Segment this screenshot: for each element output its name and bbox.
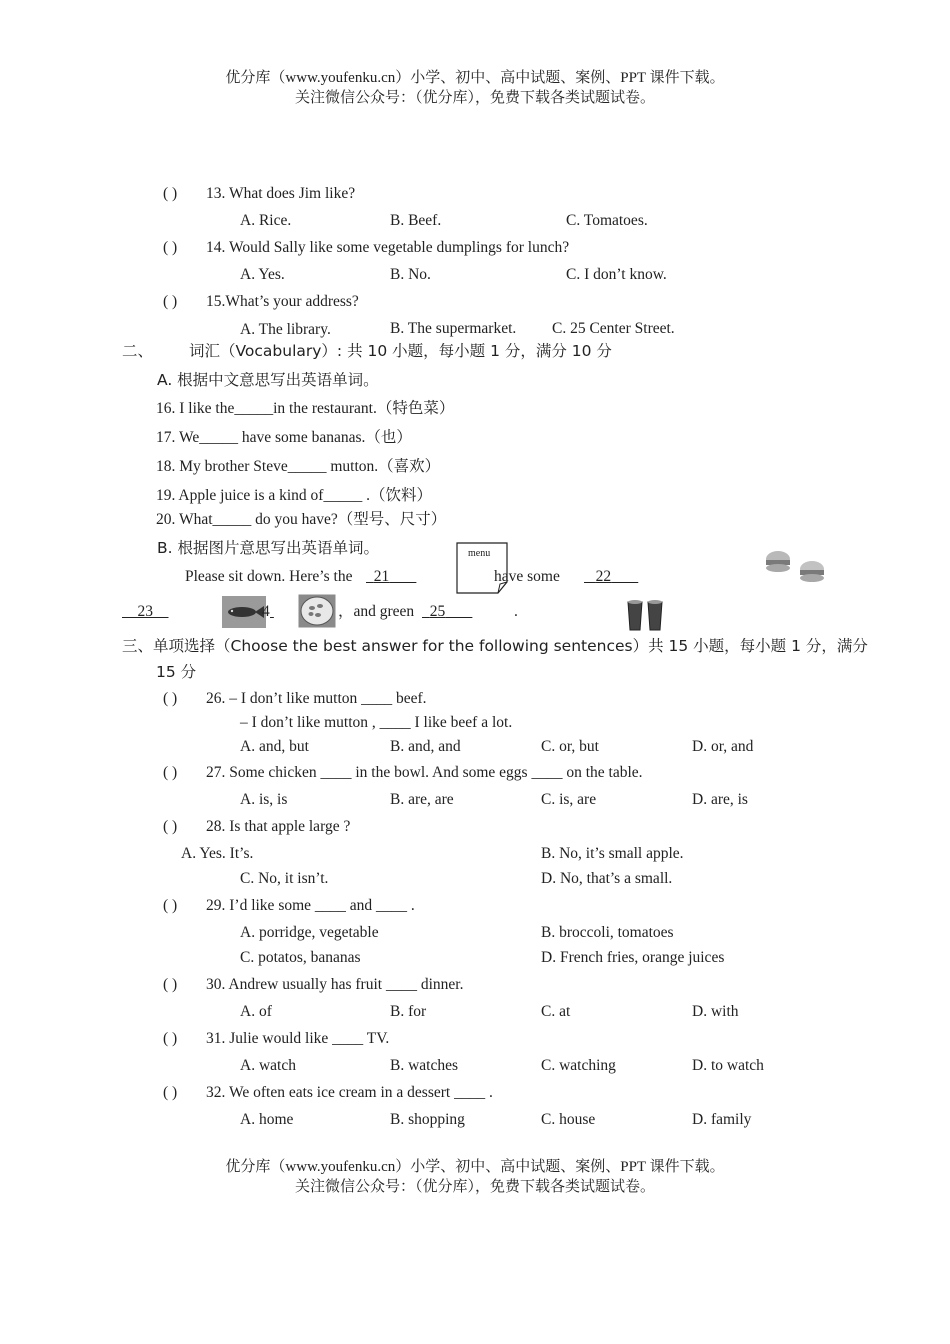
answer-bracket: ( )	[163, 1030, 178, 1047]
option-13-b: B. Beef.	[390, 212, 442, 229]
option-26-c: C. or, but	[541, 738, 599, 755]
blank-21-number: 21	[373, 568, 390, 585]
part-b-sentence-tail: ，and green	[338, 603, 415, 620]
option-32-a: A. home	[240, 1111, 294, 1128]
section-2-title: 词汇（Vocabulary）: 共 10 小题，每小题 1 分，满分 10 分	[189, 342, 612, 360]
question-30: 30. Andrew usually has fruit ____ dinner.	[206, 976, 464, 993]
answer-bracket: ( )	[163, 239, 178, 256]
answer-bracket: ( )	[163, 976, 178, 993]
plate-icon	[301, 597, 333, 625]
option-32-c: C. house	[541, 1111, 596, 1128]
option-15-c: C. 25 Center Street.	[552, 320, 675, 337]
drinks-picture	[624, 596, 670, 636]
hamburger-picture	[758, 543, 836, 587]
footer-line-2: 关注微信公众号：（优分库），免费下载各类试题试卷。	[294, 1179, 655, 1195]
option-28-a: A. Yes. It’s.	[181, 845, 254, 862]
blank-22-number: 22	[595, 568, 612, 585]
question-26-line-2: – I don’t like mutton , ____ I like beef a lot.	[240, 714, 513, 731]
option-15-a: A. The library.	[240, 321, 331, 338]
option-29-a: A. porridge, vegetable	[240, 924, 379, 941]
option-30-a: A. of	[240, 1003, 272, 1020]
answer-bracket: ( )	[163, 1084, 178, 1101]
option-28-c: C. No, it isn’t.	[240, 870, 329, 887]
answer-bracket: ( )	[163, 764, 178, 781]
answer-bracket: ( )	[163, 818, 178, 835]
answer-bracket: ( )	[163, 690, 178, 707]
part-b-sentence-start: Please sit down. Here’s the	[185, 568, 353, 585]
blank-24-number: 4	[262, 603, 270, 620]
question-31: 31. Julie would like ____ TV.	[206, 1030, 390, 1047]
option-30-c: C. at	[541, 1003, 571, 1020]
option-14-a: A. Yes.	[240, 266, 285, 283]
option-13-c: C. Tomatoes.	[566, 212, 648, 229]
section-3-title-cont: 15 分	[156, 663, 197, 681]
option-26-b: B. and, and	[390, 738, 461, 755]
question-13: 13. What does Jim like?	[206, 185, 356, 202]
part-b-sentence-end: .	[514, 603, 518, 620]
option-31-a: A. watch	[240, 1057, 296, 1074]
option-30-d: D. with	[692, 1003, 739, 1020]
question-32: 32. We often eats ice cream in a dessert ____ .	[206, 1084, 493, 1101]
option-29-d: D. French fries, orange juices	[541, 949, 725, 966]
header-line-1: 优分库（www.youfenku.cn）小学、初中、高中试题、案例、PPT 课件下载。	[225, 70, 725, 86]
vocab-item-16: 16. I like the_____in the restaurant.（特色菜）	[156, 400, 455, 417]
option-32-d: D. family	[692, 1111, 752, 1128]
option-32-b: B. shopping	[390, 1111, 465, 1128]
blank-24	[270, 602, 298, 622]
option-27-a: A. is, is	[240, 791, 288, 808]
option-28-b: B. No, it’s small apple.	[541, 845, 684, 862]
option-30-b: B. for	[390, 1003, 427, 1020]
option-27-c: C. is, are	[541, 791, 597, 808]
option-29-b: B. broccoli, tomatoes	[541, 924, 674, 941]
answer-bracket: ( )	[163, 897, 178, 914]
option-31-d: D. to watch	[692, 1057, 764, 1074]
option-14-c: C. I don’t know.	[566, 266, 667, 283]
option-31-b: B. watches	[390, 1057, 459, 1074]
part-b-instruction: B. 根据图片意思写出英语单词。	[157, 539, 379, 557]
section-2-number: 二、	[122, 342, 154, 360]
vocab-item-19: 19. Apple juice is a kind of_____ .（饮料）	[156, 487, 432, 504]
question-29: 29. I’d like some ____ and ____ .	[206, 897, 415, 914]
vocab-item-17: 17. We_____ have some bananas.（也）	[156, 429, 412, 446]
blank-23	[122, 602, 180, 622]
blank-23-number: 23	[137, 603, 153, 620]
option-29-c: C. potatos, bananas	[240, 949, 361, 966]
fish-icon	[228, 606, 264, 618]
option-31-c: C. watching	[541, 1057, 616, 1074]
menu-label: menu	[468, 548, 491, 559]
question-27: 27. Some chicken ____ in the bowl. And some eggs ____ on the table.	[206, 764, 643, 781]
hamburger-icon	[766, 551, 790, 572]
option-15-b: B. The supermarket.	[390, 320, 517, 337]
blank-21	[366, 567, 424, 587]
option-13-a: A. Rice.	[240, 212, 292, 229]
blank-25	[422, 602, 480, 622]
answer-bracket: ( )	[163, 185, 178, 202]
vocab-item-20: 20. What_____ do you have?（型号、尺寸）	[156, 511, 447, 528]
blank-22	[584, 567, 646, 587]
option-28-d: D. No, that’s a small.	[541, 870, 673, 887]
option-14-b: B. No.	[390, 266, 431, 283]
question-28: 28. Is that apple large ?	[206, 818, 351, 835]
plate-picture	[298, 594, 336, 628]
footer-line-1: 优分库（www.youfenku.cn）小学、初中、高中试题、案例、PPT 课件下载。	[225, 1159, 725, 1175]
answer-bracket: ( )	[163, 293, 178, 310]
option-27-d: D. are, is	[692, 791, 748, 808]
question-15: 15.What’s your address?	[206, 293, 359, 310]
section-3-title: 三、单项选择（Choose the best answer for the following sentences）共 15 小题，每小题 1 分，满分	[122, 637, 868, 655]
part-b-sentence-mid: have some	[494, 568, 560, 585]
question-26: 26. – I don’t like mutton ____ beef.	[206, 690, 427, 707]
question-14: 14. Would Sally like some vegetable dumplings for lunch?	[206, 239, 570, 256]
part-a-instruction: A. 根据中文意思写出英语单词。	[157, 371, 379, 389]
option-26-a: A. and, but	[240, 738, 309, 755]
vocab-item-18: 18. My brother Steve_____ mutton.（喜欢）	[156, 458, 441, 475]
fish-picture	[222, 596, 266, 628]
glass-icon	[628, 600, 642, 630]
option-26-d: D. or, and	[692, 738, 754, 755]
header-line-2: 关注微信公众号：（优分库），免费下载各类试题试卷。	[294, 90, 655, 106]
blank-25-number: 25	[429, 603, 446, 620]
option-27-b: B. are, are	[390, 791, 454, 808]
